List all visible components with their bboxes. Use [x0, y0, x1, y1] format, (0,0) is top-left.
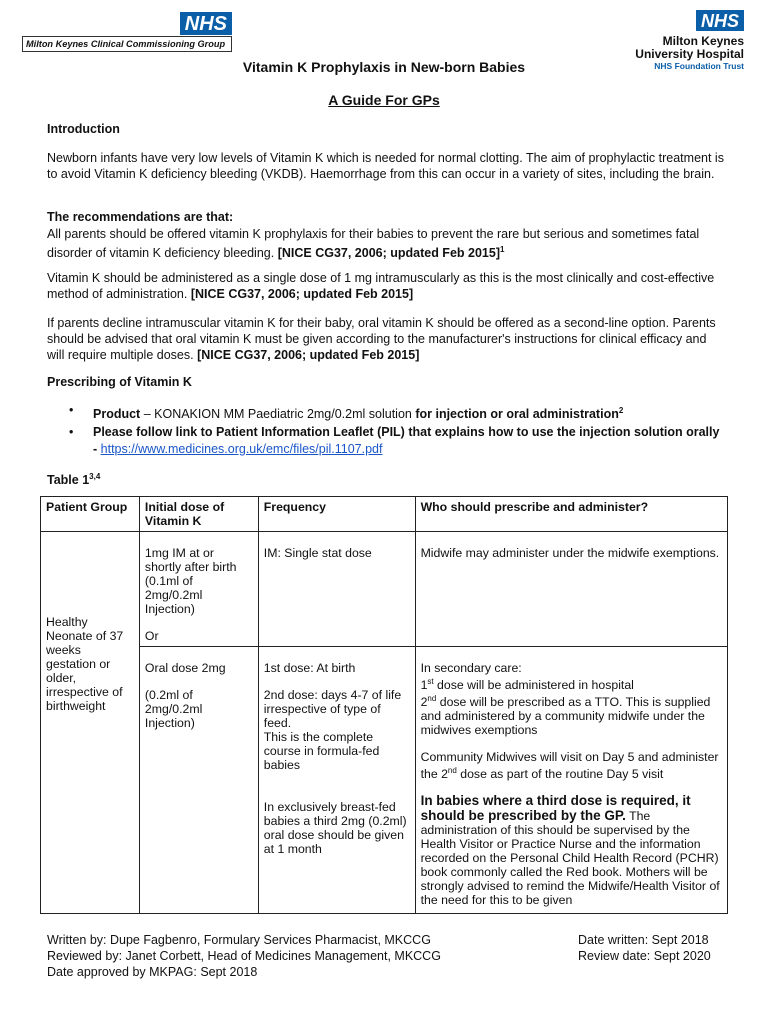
who-community-text-a: Community Midwives will visit on Day 5 and administer the 2	[420, 750, 719, 782]
recommendation-1-footnote: 1	[499, 245, 505, 254]
who-third-dose	[421, 793, 722, 907]
reviewed-by: Reviewed by: Janet Corbett, Head of Medicines Management, MKCCG	[47, 949, 441, 963]
written-by: Written by: Dupe Fagbenro, Formulary Services Pharmacist, MKCCG	[47, 933, 431, 947]
intro-paragraph: Newborn infants have very low levels of Vitamin K which is needed for normal clotting. The aim of prophylactic treatment is to avoid Vitamin K deficiency bleeding (VKDB). Haemorrhage from this can occur in a variety of sites, including the brain.	[47, 151, 724, 181]
bullet-icon: •	[69, 425, 74, 440]
table-row	[41, 647, 728, 914]
oral-who-cell	[415, 647, 727, 914]
pil-instruction: Please follow link to Patient Information Leaflet (PIL) that explains how to use the injection solution orally -	[93, 425, 720, 457]
document-subtitle: A Guide For GPs	[328, 92, 440, 108]
recommendation-2	[47, 270, 727, 302]
document-title: Vitamin K Prophylaxis in New-born Babies	[242, 59, 526, 75]
who-community-sup: nd	[447, 766, 457, 776]
hospital-name-line2: University Hospital	[635, 47, 744, 61]
recommendation-3	[47, 315, 727, 363]
product-route: for injection or oral administration	[415, 407, 619, 422]
im-who-cell: Midwife may administer under the midwife exemptions.	[415, 532, 727, 647]
who-first-dose-sup: st	[427, 677, 434, 686]
prescribing-list	[47, 402, 727, 459]
nhs-logo-left: NHS	[180, 12, 232, 35]
who-second-dose	[421, 692, 722, 737]
oral-dose-cell	[139, 647, 258, 914]
who-second-dose-text: dose will be prescribed as a TTO. This is supplied and administered by a community midwife under the midwives exemptions	[420, 695, 711, 738]
who-community-text-b: dose as part of the routine Day 5 visit	[456, 767, 664, 782]
who-second-dose-num: 2	[420, 695, 428, 710]
review-date: Review date: Sept 2020	[578, 949, 711, 963]
recommendation-2-ref: [NICE CG37, 2006; updated Feb 2015]	[190, 287, 414, 301]
hospital-name-line1: Milton Keynes	[662, 34, 744, 48]
header-frequency: Frequency	[258, 497, 415, 532]
product-label: Product	[93, 407, 141, 422]
who-third-dose-text: The administration of this should be supervised by the Health Visitor or Practice Nurse and the information recorded on the Personal Child Health Record (PCHR) book commonly called the Red book. Mothers will be strongly advised to remind the Midwife/Health Visitor of the need for this to be given	[420, 809, 720, 908]
prescribing-heading: Prescribing of Vitamin K	[47, 375, 192, 389]
product-text: – KONAKION MM Paediatric 2mg/0.2ml solution	[140, 407, 416, 422]
date-approved: Date approved by MKPAG: Sept 2018	[47, 965, 258, 979]
footer-right	[578, 932, 711, 964]
im-frequency-cell: IM: Single stat dose	[258, 532, 415, 647]
header-initial-dose: Initial dose of Vitamin K	[139, 497, 258, 532]
header-who: Who should prescribe and administer?	[415, 497, 727, 532]
nhs-logo-right: NHS	[696, 10, 744, 31]
oral-dose-line2: (0.2ml of 2mg/0.2ml Injection)	[144, 688, 203, 730]
table-row	[41, 532, 728, 647]
recommendation-3-text: If parents decline intramuscular vitamin K for their baby, oral vitamin K should be offered as a second-line option. Parents should be advised that oral vitamin K must be given according to the manufacturer's instructions for clinical efficacy and will require multiple doses.	[47, 316, 716, 362]
patient-group-cell: Healthy Neonate of 37 weeks gestation or older, irrespective of birthweight	[41, 532, 140, 914]
table-caption-footnote: 3,4	[89, 472, 101, 481]
im-dose-cell	[139, 532, 258, 647]
table-header-row	[41, 497, 728, 532]
header-patient-group: Patient Group	[41, 497, 140, 532]
freq-third-dose: In exclusively breast-fed babies a third 2mg (0.2ml) oral dose should be given at 1 month	[263, 800, 407, 856]
footer-left	[47, 932, 441, 980]
recommendation-1-ref: [NICE CG37, 2006; updated Feb 2015]	[277, 246, 500, 261]
oral-dose-line1: Oral dose 2mg	[144, 661, 226, 675]
recommendation-1-text: All parents should be offered vitamin K prophylaxis for their babies to prevent the rare but serious and sometimes fatal disorder of vitamin K deficiency bleeding.	[47, 227, 700, 261]
im-dose-text: 1mg IM at or shortly after birth (0.1ml of 2mg/0.2ml Injection)	[144, 546, 237, 616]
freq-first-dose: 1st dose: At birth	[263, 661, 356, 675]
table-caption-text: Table 1	[47, 473, 90, 488]
freq-complete-course: This is the complete course in formula-fed babies	[263, 730, 380, 772]
table-caption	[47, 472, 100, 487]
list-item	[47, 424, 727, 458]
who-community-midwives	[421, 750, 722, 781]
who-secondary-care: In secondary care:	[420, 661, 522, 675]
product-footnote: 2	[618, 406, 624, 415]
ccg-name: Milton Keynes Clinical Commissioning Group	[22, 36, 232, 52]
hospital-trust-line: NHS Foundation Trust	[654, 61, 744, 71]
bullet-icon: •	[69, 403, 74, 417]
who-third-dose-bold: In babies where a third dose is required, it should be prescribed by the GP.	[420, 793, 691, 824]
pil-link[interactable]: https://www.medicines.org.uk/emc/files/pil.1107.pdf	[100, 442, 383, 457]
mkccg-logo	[22, 12, 232, 54]
who-first-dose-num: 1	[420, 678, 428, 693]
dosing-table	[40, 496, 728, 914]
freq-second-dose: 2nd dose: days 4-7 of life irrespective of type of feed.	[263, 688, 402, 730]
list-item	[47, 402, 727, 423]
or-text: Or	[144, 629, 159, 643]
date-written: Date written: Sept 2018	[578, 933, 709, 947]
who-second-dose-sup: nd	[427, 694, 437, 704]
oral-frequency-cell	[258, 647, 415, 914]
recommendation-1	[47, 226, 727, 261]
recommendation-2-text: Vitamin K should be administered as a single dose of 1 mg intramuscularly as this is the most clinically and cost-effective method of administration.	[47, 271, 715, 301]
intro-heading: Introduction	[47, 122, 120, 136]
recommendation-3-ref: [NICE CG37, 2006; updated Feb 2015]	[197, 348, 420, 362]
who-first-dose	[421, 675, 722, 692]
who-first-dose-text: dose will be administered in hospital	[433, 678, 634, 693]
recommendations-heading: The recommendations are that:	[47, 210, 234, 224]
